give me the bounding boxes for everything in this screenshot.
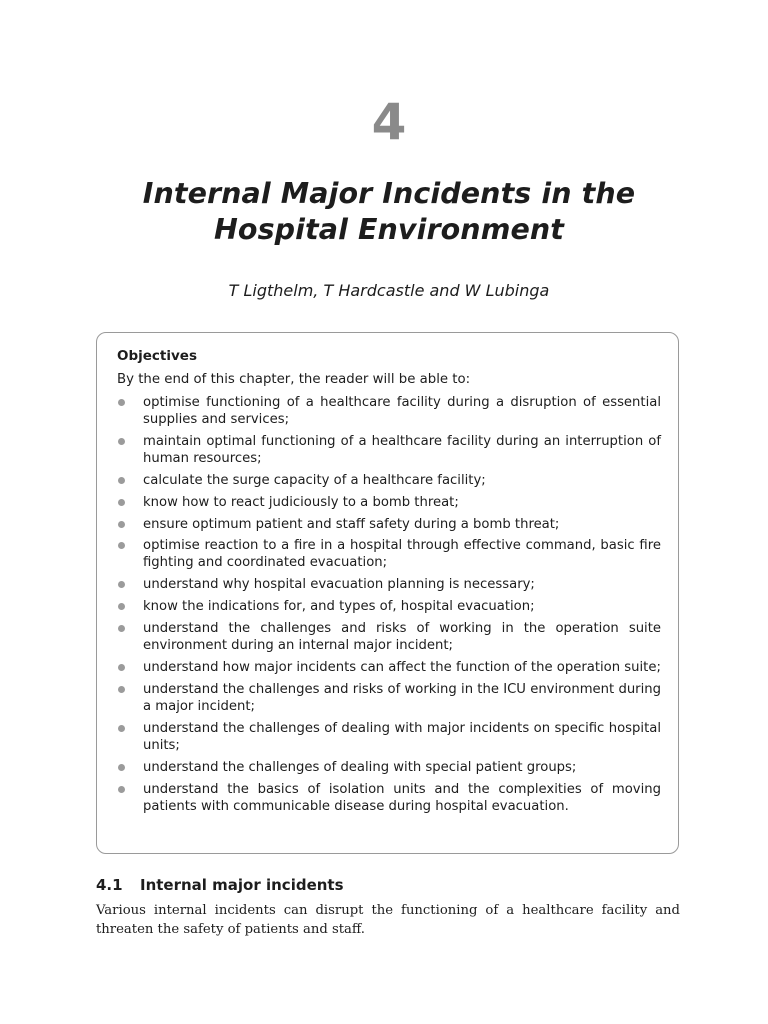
- bullet-icon: [118, 438, 125, 445]
- objective-item: [117, 472, 661, 489]
- objective-item: [117, 659, 661, 676]
- objectives-heading: Objectives: [117, 348, 197, 364]
- bullet-icon: [118, 786, 125, 793]
- objective-text: understand the basics of isolation units and the complexities of moving patients with communicable disease during hospital evacuation.: [143, 781, 661, 814]
- objective-text: understand the challenges and risks of working in the operation suite environment during an internal major incident;: [143, 621, 661, 654]
- section-body-paragraph: Various internal incidents can disrupt the functioning of a healthcare facility and threaten the safety of patients and staff.: [96, 903, 680, 937]
- objective-item: [117, 681, 661, 715]
- objective-item: [117, 537, 661, 571]
- chapter-authors: T Ligthelm, T Hardcastle and W Lubinga: [228, 281, 550, 300]
- objective-text: understand the challenges of dealing with major incidents on specific hospital units;: [143, 720, 661, 753]
- objective-item: [117, 598, 661, 615]
- section-heading: [96, 874, 344, 896]
- objective-text: optimise reaction to a fire in a hospital through effective command, basic fire fighting and coordinated evacuation;: [143, 538, 661, 571]
- objective-item: [117, 494, 661, 511]
- bullet-icon: [118, 542, 125, 549]
- objective-text: maintain optimal functioning of a healthcare facility during an interruption of human resources;: [143, 433, 661, 466]
- objective-text: know the indications for, and types of, hospital evacuation;: [143, 599, 535, 615]
- objective-item: [117, 620, 661, 654]
- objective-item: [117, 394, 661, 428]
- objective-item: [117, 720, 661, 754]
- chapter-number: 4: [371, 93, 407, 151]
- bullet-icon: [118, 686, 125, 693]
- objectives-intro: By the end of this chapter, the reader will be able to:: [117, 372, 471, 387]
- section-title: Internal major incidents: [140, 876, 344, 894]
- bullet-icon: [118, 603, 125, 610]
- objective-text: understand how major incidents can affect the function of the operation suite;: [143, 660, 661, 676]
- chapter-title-line-2: Hospital Environment: [213, 213, 565, 246]
- bullet-icon: [118, 664, 125, 671]
- objective-item: [117, 433, 661, 467]
- bullet-icon: [118, 477, 125, 484]
- bullet-icon: [118, 581, 125, 588]
- objective-item: [117, 759, 661, 776]
- objective-text: optimise functioning of a healthcare facility during a disruption of essential supplies and services;: [143, 395, 661, 427]
- bullet-icon: [118, 499, 125, 506]
- section-number: 4.1: [96, 876, 123, 894]
- bullet-icon: [118, 725, 125, 732]
- bullet-icon: [118, 625, 125, 632]
- bullet-icon: [118, 521, 125, 528]
- objective-text: understand the challenges of dealing with special patient groups;: [143, 759, 577, 775]
- objective-item: [117, 781, 661, 815]
- objective-text: calculate the surge capacity of a healthcare facility;: [143, 472, 486, 488]
- bullet-icon: [118, 399, 125, 406]
- objective-item: [117, 516, 661, 533]
- objectives-box: [96, 332, 679, 854]
- chapter-title-line-1: Internal Major Incidents in the: [142, 177, 636, 210]
- objective-text: ensure optimum patient and staff safety during a bomb threat;: [143, 516, 560, 532]
- bullet-icon: [118, 764, 125, 771]
- objective-text: know how to react judiciously to a bomb threat;: [143, 494, 459, 510]
- objective-text: understand the challenges and risks of working in the ICU environment during a major incident;: [143, 681, 661, 714]
- objective-item: [117, 576, 661, 593]
- objectives-list: [117, 394, 661, 819]
- objective-text: understand why hospital evacuation planning is necessary;: [143, 577, 535, 593]
- chapter-title: [0, 176, 768, 248]
